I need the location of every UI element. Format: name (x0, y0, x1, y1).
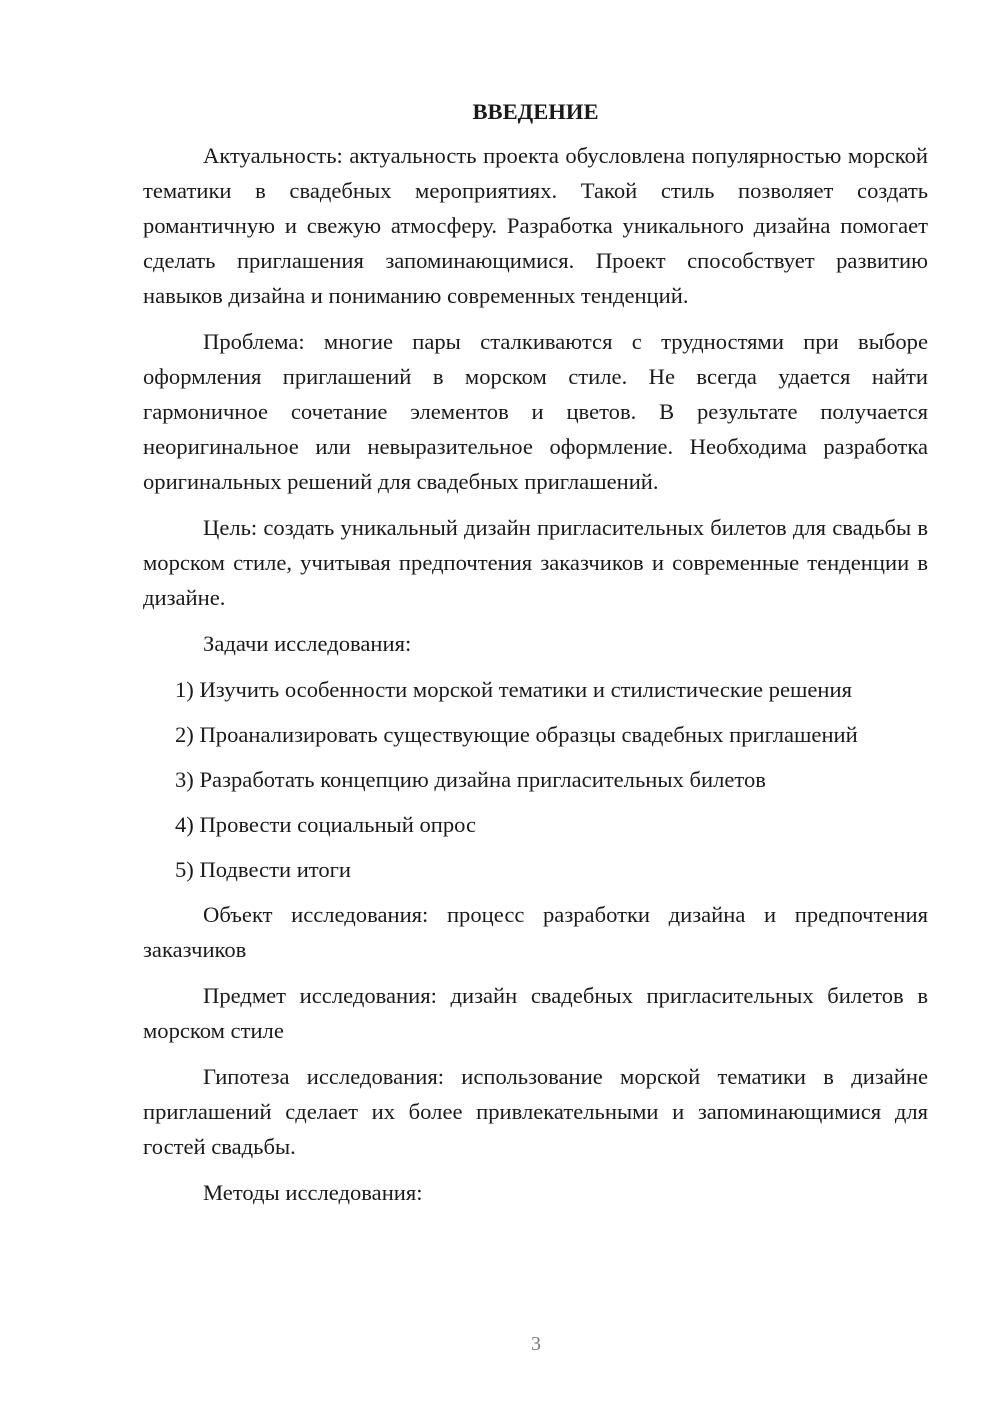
task-item-1: 1) Изучить особенности морской тематики и стилистические решения (175, 677, 853, 702)
paragraph-hypothesis: Гипотеза исследования: использование морской тематики в дизайне приглашений сделает их более привлекательными и запоминающимися для гостей свадьбы. (143, 1064, 928, 1159)
task-item-3: 3) Разработать концепцию дизайна пригласительных билетов (175, 767, 766, 792)
paragraph-problem: Проблема: многие пары сталкиваются с трудностями при выборе оформления приглашений в морском стиле. Не всегда удается найти гармоничное сочетание элементов и цветов. В результате получается неоригинальное или невыразительное оформление. Необходима разработка оригинальных решений для свадебных приглашений. (143, 329, 928, 494)
document-page (143, 94, 928, 1221)
task-item-4: 4) Провести социальный опрос (175, 812, 477, 837)
page-number: 3 (531, 1333, 541, 1355)
paragraph-relevance: Актуальность: актуальность проекта обусловлена популярностью морской тематики в свадебных мероприятиях. Такой стиль позволяет создать романтичную и свежую атмосферу. Разработка уникального дизайна помогает сделать приглашения запоминающимися. Проект способствует развитию навыков дизайна и пониманию современных тенденций. (143, 143, 928, 308)
task-item-2: 2) Проанализировать существующие образцы свадебных приглашений (175, 722, 858, 747)
tasks-heading: Задачи исследования: (203, 631, 412, 656)
paragraph-subject: Предмет исследования: дизайн свадебных пригласительных билетов в морском стиле (143, 983, 928, 1043)
paragraph-object: Объект исследования: процесс разработки дизайна и предпочтения заказчиков (143, 902, 928, 962)
task-item-5: 5) Подвести итоги (175, 857, 352, 882)
paragraph-methods: Методы исследования: (203, 1180, 423, 1205)
paragraph-goal: Цель: создать уникальный дизайн пригласительных билетов для свадьбы в морском стиле, учитывая предпочтения заказчиков и современные тенденции в дизайне. (143, 515, 928, 610)
section-title: ВВЕДЕНИЕ (472, 99, 599, 124)
